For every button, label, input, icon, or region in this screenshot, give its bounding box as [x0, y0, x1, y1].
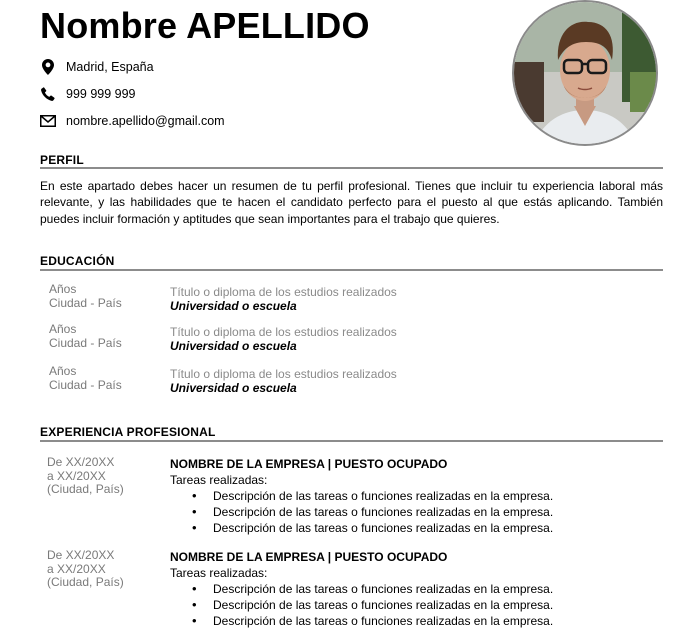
experience-task: • Descripción de las tareas o funciones realizadas en la empresa. — [170, 597, 553, 613]
education-degree: Título o diploma de los estudios realizados — [170, 325, 397, 339]
location-text: Madrid, España — [66, 60, 154, 74]
education-degree: Título o diploma de los estudios realizados — [170, 367, 397, 381]
education-school: Universidad o escuela — [170, 299, 297, 313]
section-divider — [40, 440, 663, 442]
education-place: Ciudad - País — [49, 377, 122, 392]
section-divider — [40, 269, 663, 271]
candidate-name: Nombre APELLIDO — [40, 5, 370, 46]
phone-text: 999 999 999 — [66, 87, 136, 101]
experience-from: De XX/20XX — [47, 548, 115, 562]
contact-location — [40, 58, 154, 76]
experience-task: • Descripción de las tareas o funciones realizadas en la empresa. — [170, 581, 553, 597]
experience-task: • Descripción de las tareas o funciones realizadas en la empresa. — [170, 488, 553, 504]
experience-task: • Descripción de las tareas o funciones realizadas en la empresa. — [170, 613, 553, 629]
section-title-experience: EXPERIENCIA PROFESIONAL — [40, 425, 216, 439]
experience-tasks-label: Tareas realizadas: — [170, 473, 268, 487]
experience-task-list — [170, 488, 553, 536]
email-text: nombre.apellido@gmail.com — [66, 114, 225, 128]
education-school: Universidad o escuela — [170, 381, 297, 395]
experience-place: (Ciudad, País) — [47, 575, 124, 589]
section-title-profile: PERFIL — [40, 153, 84, 167]
experience-company: NOMBRE DE LA EMPRESA | PUESTO OCUPADO — [170, 457, 448, 471]
contact-email — [40, 112, 225, 130]
experience-task: • Descripción de las tareas o funciones realizadas en la empresa. — [170, 504, 553, 520]
profile-photo — [512, 0, 658, 146]
contact-phone — [40, 85, 136, 103]
experience-tasks-label: Tareas realizadas: — [170, 566, 268, 580]
education-years: Años — [49, 364, 77, 378]
experience-from: De XX/20XX — [47, 455, 115, 469]
profile-summary: En este apartado debes hacer un resumen de tu perfil profesional. Tienes que incluir tu experiencia laboral más relevante, y las habilidades que te hacen el candidato perfecto para el puesto al que estás aplicando. También puedes incluir formación y aptitudes que sean importantes para el trabajo que quieres. — [40, 179, 663, 226]
education-place: Ciudad - País — [49, 295, 122, 310]
experience-to: a XX/20XX — [47, 561, 106, 576]
location-pin-icon — [40, 59, 56, 75]
envelope-icon — [40, 113, 56, 129]
education-place: Ciudad - País — [49, 335, 122, 350]
education-school: Universidad o escuela — [170, 339, 297, 353]
phone-icon — [40, 86, 56, 102]
experience-task-list — [170, 581, 553, 629]
education-degree: Título o diploma de los estudios realizados — [170, 285, 397, 299]
section-title-education: EDUCACIÓN — [40, 254, 115, 268]
experience-place: (Ciudad, País) — [47, 482, 124, 496]
experience-company: NOMBRE DE LA EMPRESA | PUESTO OCUPADO — [170, 550, 448, 564]
section-divider — [40, 167, 663, 169]
experience-task: • Descripción de las tareas o funciones realizadas en la empresa. — [170, 520, 553, 536]
education-years: Años — [49, 282, 77, 296]
education-years: Años — [49, 322, 77, 336]
experience-to: a XX/20XX — [47, 468, 106, 483]
